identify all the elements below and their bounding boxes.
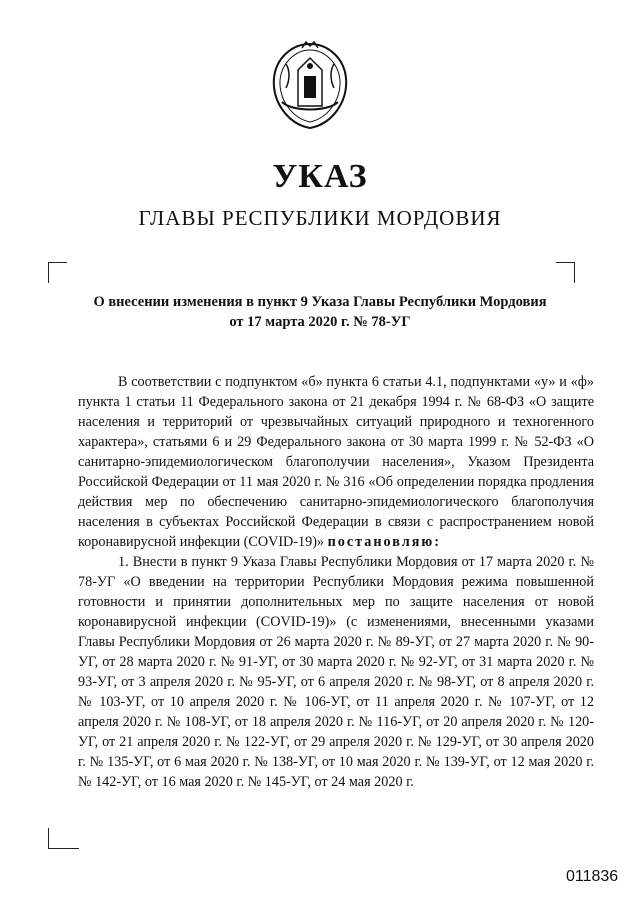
corner-mark-top-left — [48, 262, 67, 283]
heading-line-2: от 17 марта 2020 г. № 78-УГ — [229, 314, 411, 330]
corner-mark-top-right — [556, 262, 575, 283]
decree-heading — [60, 292, 580, 332]
clause-1-paragraph: 1. Внести в пункт 9 Указа Главы Республики Мордовия от 17 марта 2020 г. № 78-УГ «О введении на территории Республики Мордовия режима повышенной готовности и принятии дополнительных мер по защите населения от новой коронавирусной инфекции (COVID-19)» (с изменениями, внесенными указами Главы Республики Мордовия от 26 марта 2020 г. № 89-УГ, от 27 марта 2020 г. № 90-УГ, от 28 марта 2020 г. № 91-УГ, от 30 марта 2020 г. № 92-УГ, от 31 марта 2020 г. № 93-УГ, от 3 апреля 2020 г. № 95-УГ, от 6 апреля 2020 г. № 98-УГ, от 8 апреля 2020 г. № 103-УГ, от 10 апреля 2020 г. № 106-УГ, от 11 апреля 2020 г. № 107-УГ, от 12 апреля 2020 г. № 108-УГ, от 18 апреля 2020 г. № 116-УГ, от 20 апреля 2020 г. № 120-УГ, от 21 апреля 2020 г. № 122-УГ, от 29 апреля 2020 г. № 129-УГ, от 30 апреля 2020 г. № 135-УГ, от 6 мая 2020 г. № 138-УГ, от 10 мая 2020 г. № 139-УГ, от 12 мая 2020 г. № 142-УГ, от 16 мая 2020 г. № 145-УГ, от 24 мая 2020 г. — [78, 554, 594, 790]
document-title: УКАЗ — [272, 158, 368, 195]
preamble-text: В соответствии с подпунктом «б» пункта 6 статьи 4.1, подпунктами «у» и «ф» пункта 1 статьи 11 Федерального закона от 21 декабря 1994 г. № 68-ФЗ «О защите населения и территорий от чрезвычайных ситуаций природного и техногенного характера», статьями 6 и 29 Федерального закона от 30 марта 1999 г. № 52-ФЗ «О санитарно-эпидемиологическом благополучии населения», Указом Президента Российской Федерации от 11 мая 2020 г. № 316 «Об определении порядка продления действия мер по обеспечению санитарно-эпидемиологического благополучия населения в субъектах Российской Федерации в связи с распространением новой коронавирусной инфекции (COVID-19)» — [78, 374, 594, 550]
preamble-paragraph — [78, 372, 594, 552]
decree-body — [78, 372, 594, 792]
document-number: 011836 — [566, 868, 619, 885]
coat-of-arms-icon — [268, 40, 352, 132]
corner-mark-bottom-left — [48, 828, 79, 849]
decree-word: постановляю: — [327, 534, 441, 550]
issuer-subtitle: ГЛАВЫ РЕСПУБЛИКИ МОРДОВИЯ — [138, 206, 502, 230]
heading-line-1: О внесении изменения в пункт 9 Указа Главы Республики Мордовия — [93, 294, 547, 310]
